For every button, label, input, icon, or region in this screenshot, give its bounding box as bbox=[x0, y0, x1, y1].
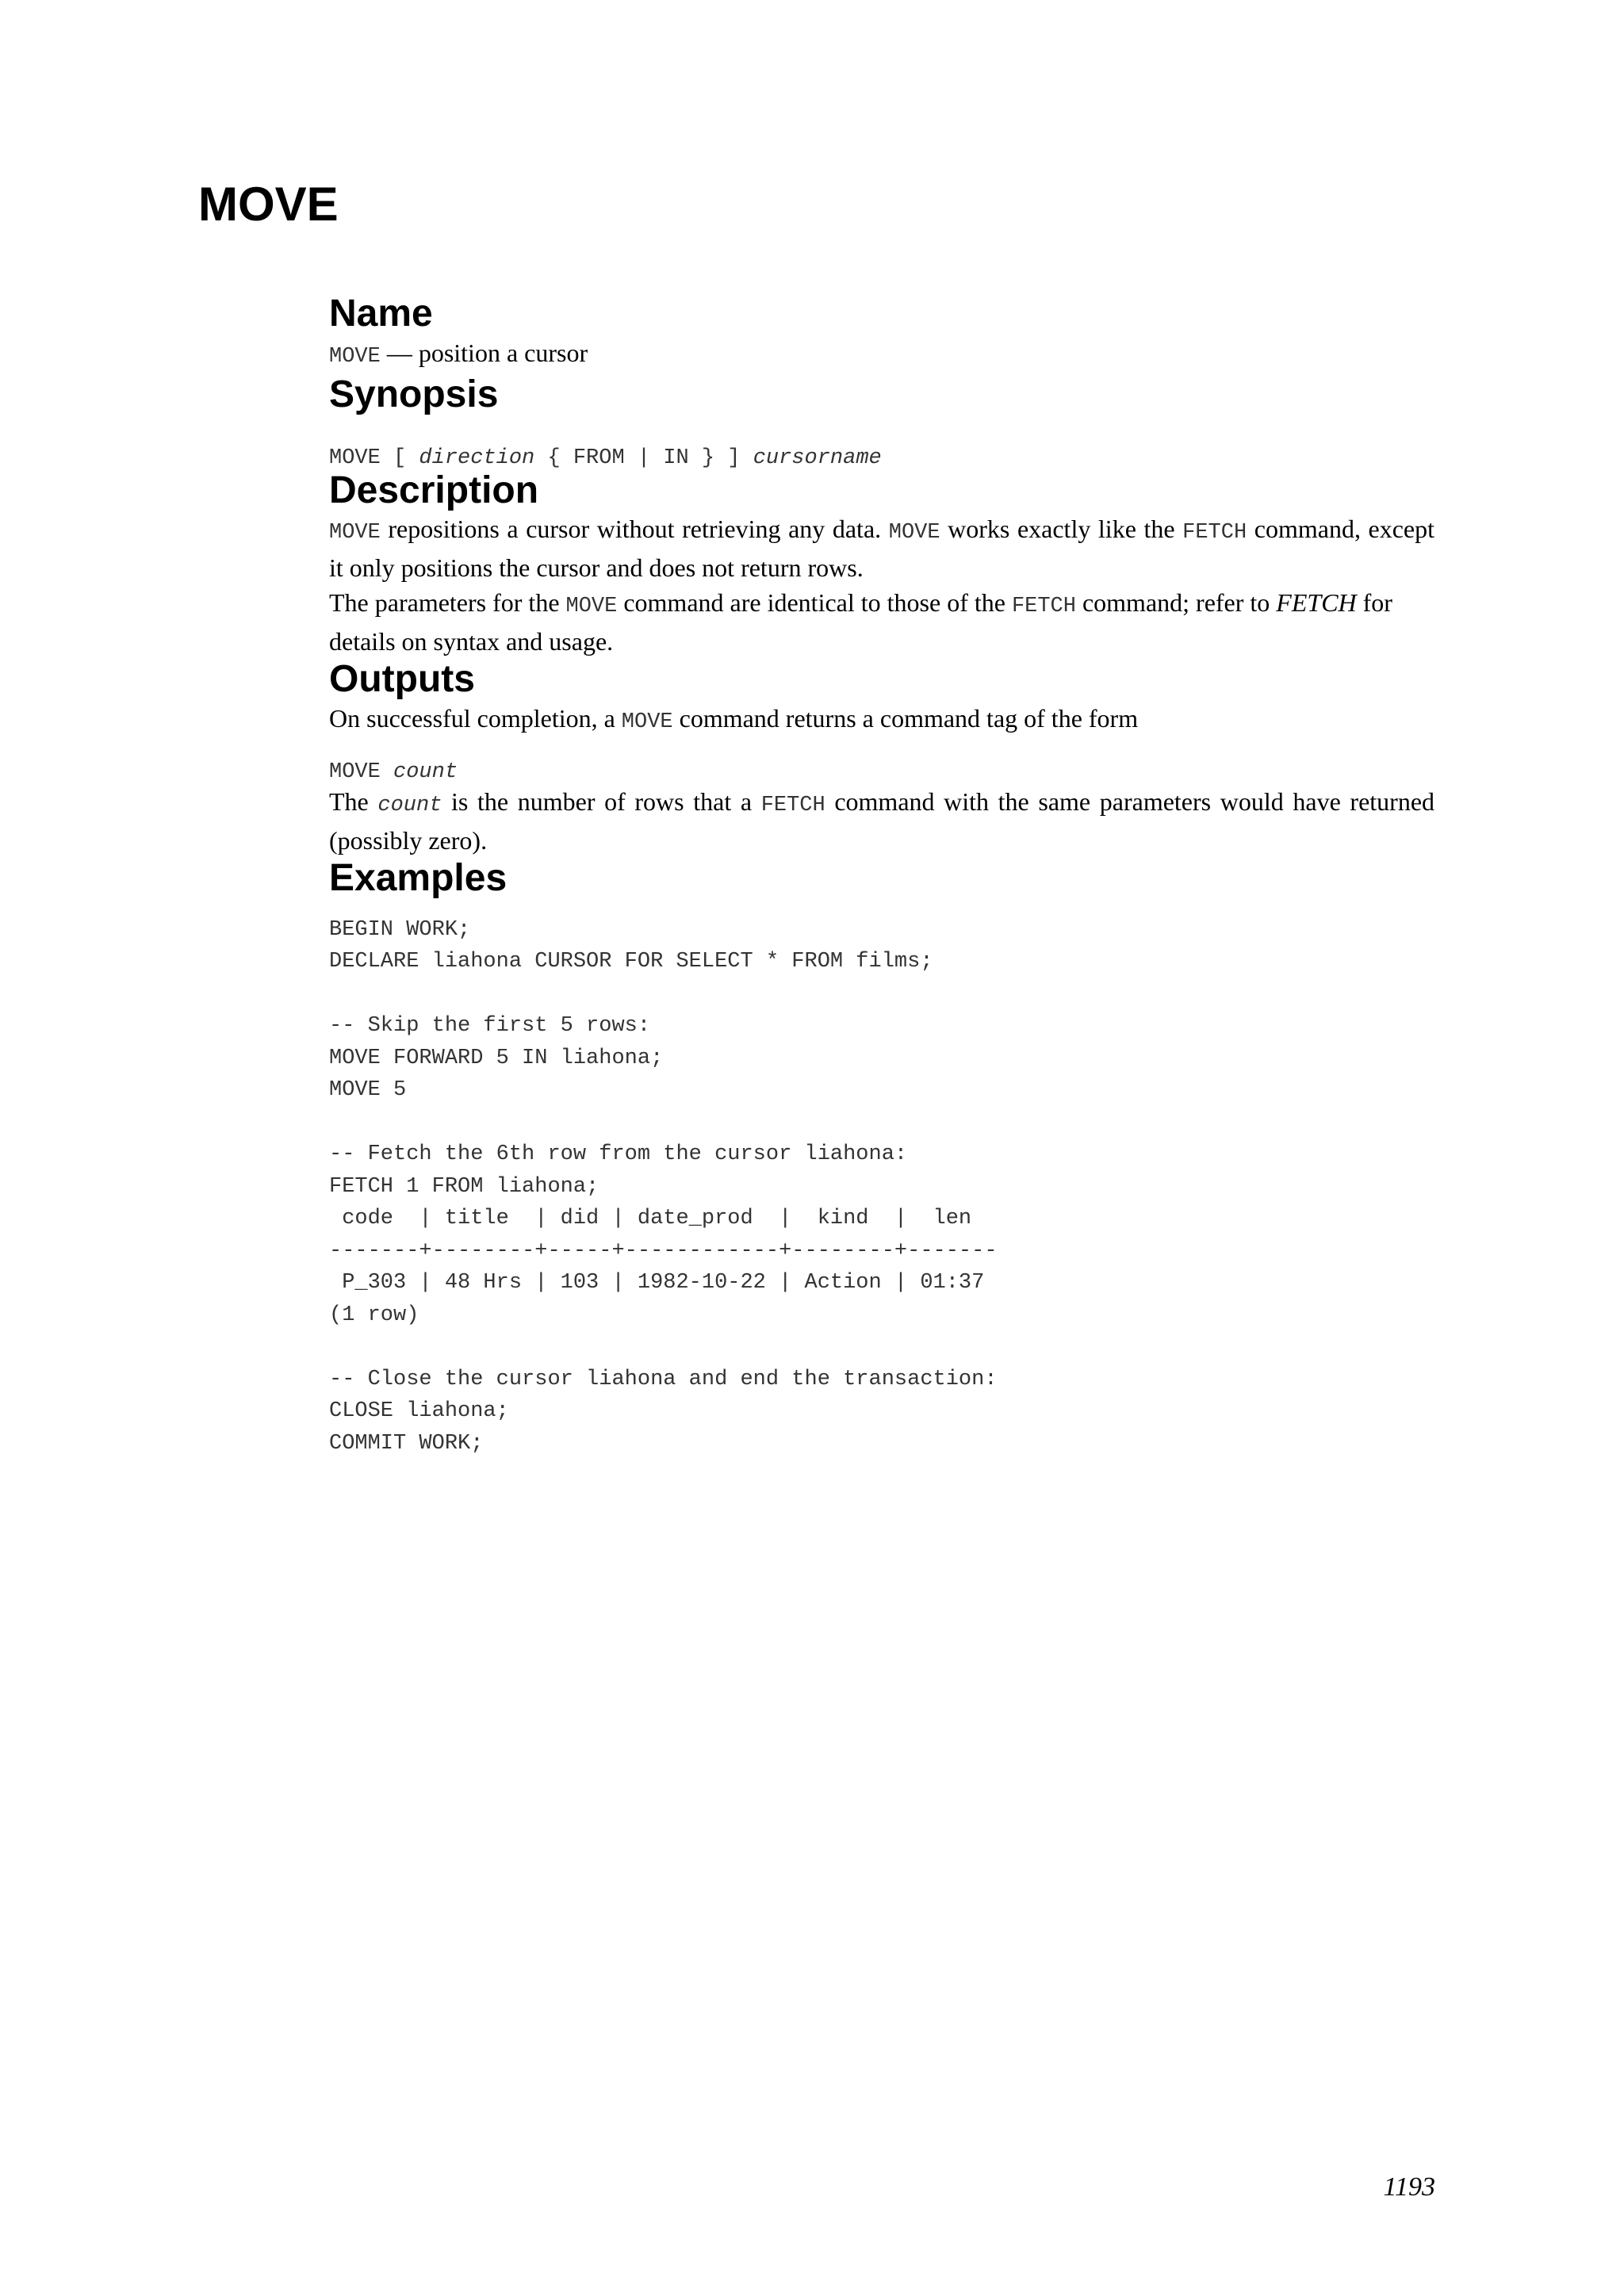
example-code-block: BEGIN WORK; DECLARE liahona CURSOR FOR SELECT * FROM films; -- Skip the first 5 rows: MOVE FORWARD 5 IN liahona; MOVE 5 -- Fetch the 6th row from the cursor liahona: FETCH 1 FROM liahona; code | title | did | date_prod | kind | len -------+--------+-----+------------+--------+------- P_303 | 48 Hrs | 103 | 1982-10-22 | Action | 01:37 (1 row) -- Close the cursor liahona and end the transaction: CLOSE liahona; COMMIT WORK; bbox=[329, 917, 998, 1456]
outputs-section bbox=[329, 659, 1434, 858]
description-paragraph-2 bbox=[329, 585, 1434, 659]
outputs-code-move: MOVE bbox=[621, 710, 673, 735]
page-title: MOVE bbox=[198, 178, 339, 231]
description-text: The parameters for the bbox=[329, 588, 566, 618]
description-code-move-3: MOVE bbox=[565, 595, 618, 619]
description-text: command; refer to bbox=[1075, 588, 1277, 618]
synopsis-prefix: MOVE [ bbox=[329, 446, 419, 470]
outputs-code-fetch: FETCH bbox=[760, 794, 825, 818]
name-section bbox=[329, 293, 1434, 374]
synopsis-direction: direction bbox=[419, 446, 535, 470]
name-summary bbox=[329, 335, 1434, 374]
synopsis-heading: Synopsis bbox=[329, 373, 499, 415]
description-code-fetch-1: FETCH bbox=[1182, 521, 1247, 545]
outputs-text: On successful completion, a bbox=[329, 704, 622, 733]
description-section bbox=[329, 470, 1434, 660]
fetch-reference-link[interactable]: FETCH bbox=[1276, 588, 1357, 618]
name-heading: Name bbox=[329, 293, 433, 335]
description-text: command, except it only positions the cursor and does not return rows. bbox=[329, 515, 1435, 583]
main-content bbox=[329, 293, 1434, 1460]
description-heading: Description bbox=[329, 469, 539, 511]
synopsis-code bbox=[329, 446, 1434, 470]
outputs-tag-count: count bbox=[393, 760, 458, 785]
description-text: repositions a cursor without retrieving any data. bbox=[380, 515, 889, 544]
outputs-paragraph-1 bbox=[329, 701, 1434, 740]
description-code-fetch-2: FETCH bbox=[1011, 595, 1076, 619]
outputs-command-tag bbox=[329, 760, 1434, 784]
outputs-paragraph-2 bbox=[329, 784, 1434, 858]
outputs-text: command with the same parameters would have returned (possibly zero). bbox=[329, 787, 1435, 855]
outputs-tag-prefix: MOVE bbox=[329, 760, 394, 785]
outputs-count-term: count bbox=[377, 794, 442, 818]
page-number: 1193 bbox=[1383, 2172, 1435, 2202]
description-text: command are identical to those of the bbox=[617, 588, 1012, 618]
name-summary-text: — position a cursor bbox=[380, 338, 588, 367]
description-paragraph-1 bbox=[329, 511, 1434, 585]
description-code-move-2: MOVE bbox=[888, 521, 940, 545]
synopsis-middle: { FROM | IN } ] bbox=[534, 446, 753, 470]
examples-section bbox=[329, 858, 1434, 1460]
synopsis-cursorname: cursorname bbox=[753, 446, 882, 470]
outputs-text: The bbox=[329, 787, 378, 817]
name-command: MOVE bbox=[329, 344, 381, 369]
synopsis-section bbox=[329, 374, 1434, 470]
examples-heading: Examples bbox=[329, 857, 508, 900]
description-text: for details on syntax and usage. bbox=[329, 588, 1392, 656]
outputs-text: is the number of rows that a bbox=[442, 787, 761, 817]
outputs-heading: Outputs bbox=[329, 658, 475, 701]
outputs-text: command returns a command tag of the form bbox=[672, 704, 1139, 733]
description-text: works exactly like the bbox=[940, 515, 1183, 544]
description-code-move-1: MOVE bbox=[329, 521, 381, 545]
